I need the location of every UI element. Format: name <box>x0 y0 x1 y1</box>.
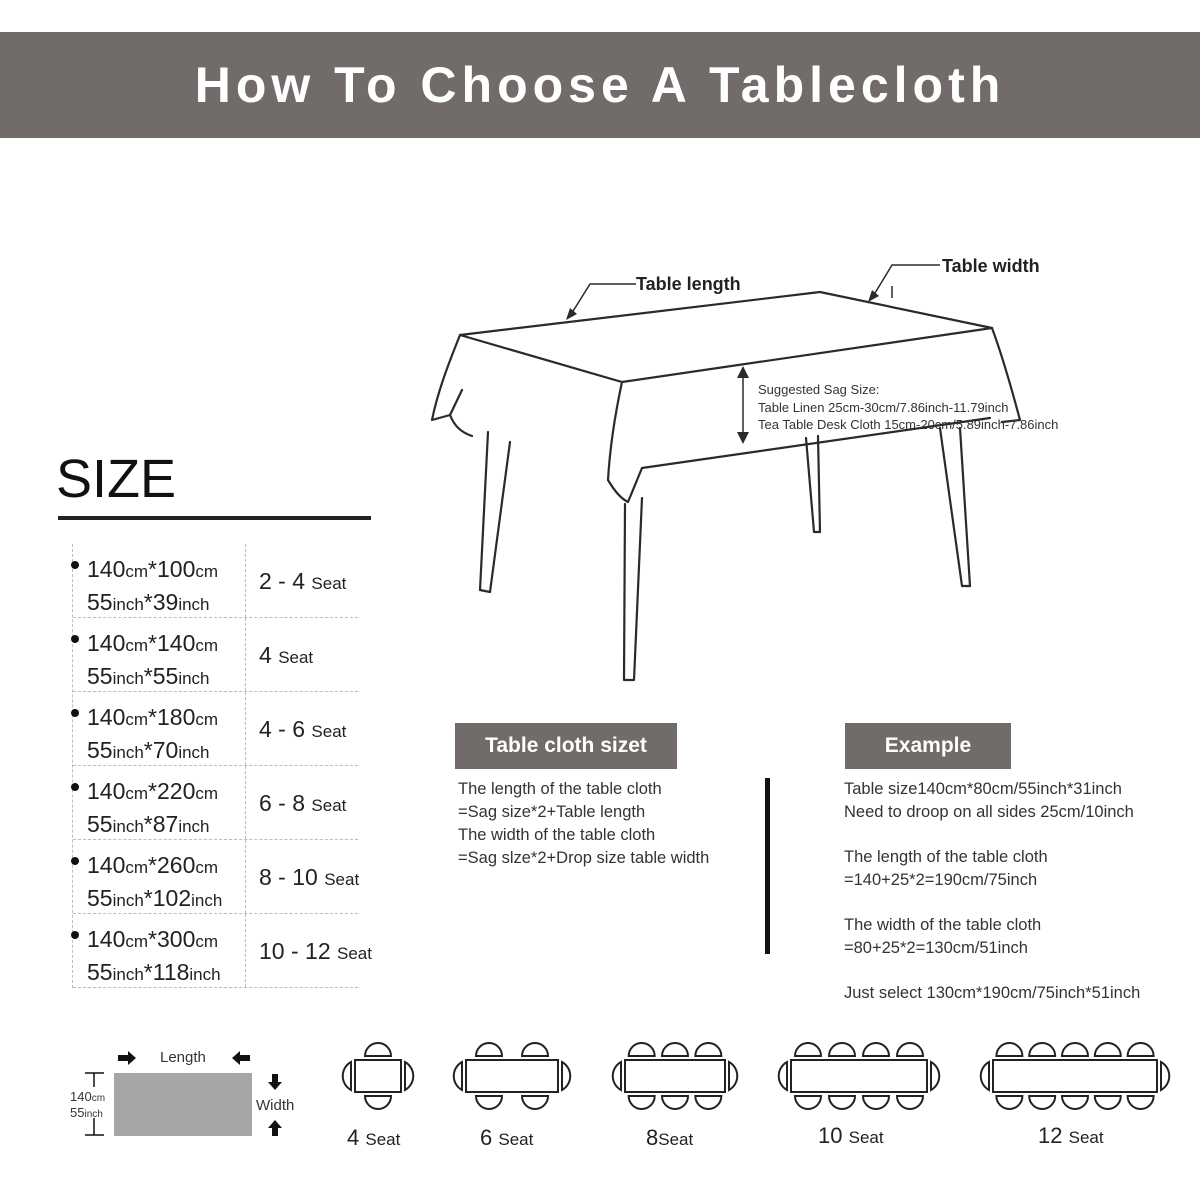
length-label: Length <box>160 1049 206 1066</box>
chair-shape <box>522 1043 548 1056</box>
chair-shape <box>1095 1043 1121 1056</box>
chair-shape <box>829 1096 855 1109</box>
size-row <box>73 840 358 914</box>
tablecloth-formula <box>458 778 709 870</box>
chair-shape <box>729 1062 737 1090</box>
chair-shape <box>897 1096 923 1109</box>
dimension-cm-unit: cm <box>91 1093 106 1104</box>
tablecloth-size-label: Table cloth sizet <box>455 723 677 769</box>
table-shape <box>355 1060 401 1092</box>
table-shape <box>993 1060 1157 1092</box>
example-line: Just select 130cm*190cm/75inch*51inch <box>844 984 1141 1002</box>
sag-note-title: Suggested Sag Size: <box>758 382 880 397</box>
example-label: Example <box>845 723 1011 769</box>
size-dimensions: 140cm*100cm 55inch*39inch <box>87 556 219 615</box>
seating-label-12: 12 Seat <box>1038 1123 1104 1148</box>
size-table <box>72 544 372 988</box>
dimension-cm-value: 140 <box>70 1089 92 1104</box>
size-row <box>73 914 372 988</box>
size-heading: SIZE <box>56 449 177 509</box>
seating-diagrams <box>0 1035 1200 1125</box>
sag-note-tea: Tea Table Desk Cloth 15cm-20cm/5.89inch-7.86inch <box>758 417 1059 432</box>
size-row <box>73 692 358 766</box>
chair-shape <box>996 1043 1022 1056</box>
seating-label-8: 8Seat <box>646 1125 694 1150</box>
chair-shape <box>1161 1062 1169 1090</box>
chair-shape <box>897 1043 923 1056</box>
chair-shape <box>343 1062 351 1090</box>
table-shape <box>625 1060 725 1092</box>
chair-shape <box>779 1062 787 1090</box>
bullet-icon <box>71 931 79 939</box>
row-separator <box>245 840 246 913</box>
bullet-icon <box>71 635 79 643</box>
chair-shape <box>522 1096 548 1109</box>
seat-capacity: 4 Seat <box>259 642 314 668</box>
size-dimensions: 140cm*140cm 55inch*55inch <box>87 630 219 689</box>
chair-shape <box>1062 1096 1088 1109</box>
chair-shape <box>981 1062 989 1090</box>
formula-line: =Sag size*2+Table length <box>458 803 646 821</box>
example-line: The length of the table cloth <box>844 848 1048 866</box>
title-banner <box>0 32 1200 138</box>
row-separator <box>245 544 246 617</box>
size-underline <box>58 516 371 520</box>
chair-shape <box>629 1096 655 1109</box>
table-leg <box>624 498 642 680</box>
table-leg <box>480 432 510 592</box>
example-line: =80+25*2=130cm/51inch <box>844 939 1028 957</box>
size-dimensions: 140cm*260cm 55inch*102inch <box>87 852 223 911</box>
chair-shape <box>695 1043 721 1056</box>
row-separator <box>245 766 246 839</box>
example-line: Table size140cm*80cm/55inch*31inch <box>844 780 1122 798</box>
width-label: Width <box>256 1097 295 1114</box>
chair-shape <box>405 1062 413 1090</box>
table-length-label: Table length <box>636 274 741 294</box>
chair-shape <box>795 1043 821 1056</box>
chair-shape <box>562 1062 570 1090</box>
chair-shape <box>931 1062 939 1090</box>
sag-note-linen: Table Linen 25cm-30cm/7.86inch-11.79inch <box>758 399 1009 415</box>
table-width-label: Table width <box>942 256 1040 276</box>
row-separator <box>245 618 246 691</box>
chair-shape <box>863 1096 889 1109</box>
left-drape <box>432 335 462 420</box>
table-diagram <box>420 240 1040 690</box>
chair-shape <box>613 1062 621 1090</box>
seating-label-4: 4 Seat <box>347 1125 401 1150</box>
chair-shape <box>476 1043 502 1056</box>
bullet-icon <box>71 783 79 791</box>
size-dimensions: 140cm*180cm 55inch*70inch <box>87 704 219 763</box>
chair-shape <box>1029 1043 1055 1056</box>
bullet-icon <box>71 561 79 569</box>
page-title: How To Choose A Tablecloth <box>194 57 1006 113</box>
seat-capacity: 2 - 4 Seat <box>259 568 347 594</box>
chair-shape <box>1095 1096 1121 1109</box>
chair-shape <box>454 1062 462 1090</box>
row-separator <box>245 692 246 765</box>
example-line: The width of the table cloth <box>844 916 1042 934</box>
seating-label-6: 6 Seat <box>480 1125 534 1150</box>
table-shape <box>466 1060 558 1092</box>
chair-shape <box>795 1096 821 1109</box>
bullet-icon <box>71 709 79 717</box>
seat-capacity: 10 - 12 Seat <box>259 938 372 964</box>
size-row <box>73 766 358 840</box>
size-dimensions: 140cm*220cm 55inch*87inch <box>87 778 219 837</box>
formula-line: =Sag slze*2+Drop size table width <box>458 849 710 867</box>
bullet-icon <box>71 857 79 865</box>
example-text <box>844 778 1140 1005</box>
seating-label-10: 10 Seat <box>818 1123 884 1148</box>
sag-note <box>758 381 1058 434</box>
seat-capacity: 6 - 8 Seat <box>259 790 347 816</box>
table-leg <box>940 428 970 586</box>
seat-capacity: 8 - 10 Seat <box>259 864 360 890</box>
size-row <box>73 618 358 692</box>
chair-shape <box>476 1096 502 1109</box>
size-row <box>73 544 358 618</box>
chair-shape <box>629 1043 655 1056</box>
chair-shape <box>695 1096 721 1109</box>
dimension-inch-value: 55 <box>70 1105 85 1120</box>
tabletop-outline <box>460 292 992 382</box>
chair-shape <box>1128 1043 1154 1056</box>
seat-capacity: 4 - 6 Seat <box>259 716 347 742</box>
chair-shape <box>863 1043 889 1056</box>
dimension-inch-unit: inch <box>84 1109 103 1120</box>
size-dimensions: 140cm*300cm 55inch*118inch <box>87 926 221 985</box>
table-shape <box>791 1060 927 1092</box>
chair-shape <box>662 1096 688 1109</box>
chair-shape <box>829 1043 855 1056</box>
row-separator <box>245 914 246 987</box>
example-line: Need to droop on all sides 25cm/10inch <box>844 803 1134 821</box>
formula-line: The width of the table cloth <box>458 826 656 844</box>
formula-line: The length of the table cloth <box>458 780 662 798</box>
chair-shape <box>1029 1096 1055 1109</box>
chair-shape <box>365 1043 391 1056</box>
column-divider <box>765 778 770 954</box>
example-line: =140+25*2=190cm/75inch <box>844 871 1038 889</box>
chair-shape <box>1128 1096 1154 1109</box>
table-leg <box>806 436 820 532</box>
chair-shape <box>365 1096 391 1109</box>
chair-shape <box>1062 1043 1088 1056</box>
chair-shape <box>996 1096 1022 1109</box>
chair-shape <box>662 1043 688 1056</box>
